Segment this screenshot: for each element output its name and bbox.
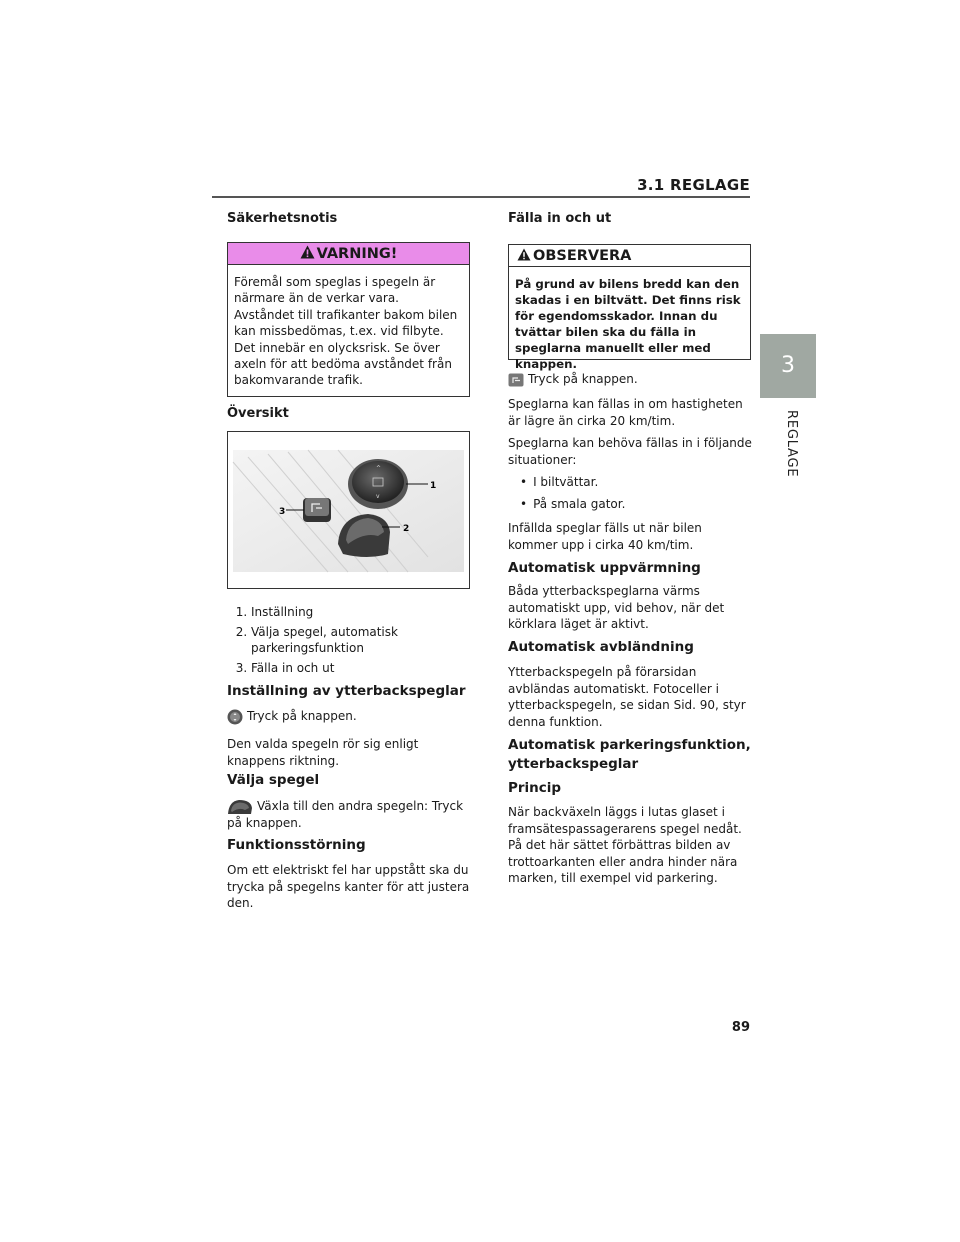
notice-text: På grund av bilens bredd kan den skadas i en biltvätt. Det finns risk för egendomsskador. Innan du tvättar bilen ska du fälla in speglarna manuellt eller med knappen. bbox=[515, 277, 741, 371]
page-number: 89 bbox=[731, 1020, 750, 1035]
select-icon-text: Växla till den andra spegeln: Tryck på knappen. bbox=[227, 799, 464, 830]
svg-text:^: ^ bbox=[376, 465, 382, 472]
fold-heading: Fälla in och ut bbox=[508, 211, 612, 226]
chapter-tab-label: REGLAGE bbox=[784, 410, 799, 478]
warning-title: VARNING! bbox=[316, 246, 398, 262]
warning-header bbox=[228, 243, 469, 265]
list-item: 3. Fälla in och ut bbox=[251, 660, 472, 677]
fold-instruction bbox=[508, 371, 752, 388]
situations-list bbox=[508, 474, 752, 512]
situations-list-container bbox=[508, 474, 752, 517]
mirror-switch-illustration bbox=[228, 432, 469, 588]
fold-out-text: Infällda speglar fälls ut när bilen kommer upp i cirka 40 km/tim. bbox=[508, 521, 702, 552]
list-item: 1. Inställning bbox=[251, 604, 472, 621]
heating-text: Båda ytterbackspeglarna värms automatiskt upp, vid behov, när det körklara läget är aktivt. bbox=[508, 584, 725, 631]
parking-heading: Automatisk parkeringsfunktion, ytterbackspeglar bbox=[508, 737, 751, 772]
principle-heading: Princip bbox=[508, 780, 562, 796]
fault-text: Om ett elektriskt fel har uppstått ska du trycka på spegelns kanter för att justera den. bbox=[227, 863, 470, 910]
adjust-heading: Inställning av ytterbackspeglar bbox=[227, 683, 466, 699]
chapter-tab: 3 bbox=[760, 334, 816, 398]
list-item: • På smala gator. bbox=[520, 496, 752, 513]
mirror-adjust-knob-icon bbox=[227, 709, 243, 725]
notice-header bbox=[509, 245, 750, 267]
adjust-instruction bbox=[227, 708, 472, 725]
overview-list bbox=[227, 604, 472, 676]
svg-text:v: v bbox=[376, 493, 380, 500]
warning-icon bbox=[300, 245, 315, 259]
mirror-fold-button-icon bbox=[508, 373, 524, 387]
mirror-control-figure bbox=[227, 431, 470, 589]
adjust-text: Den valda spegeln rör sig enligt knappens riktning. bbox=[227, 737, 419, 768]
list-item: • I biltvättar. bbox=[520, 474, 752, 491]
callout-3: 3 bbox=[279, 507, 286, 517]
principle-text: När backväxeln läggs i lutas glaset i framsätespassagerarens spegel nedåt. På det här sättet förbättras bilden av trottoarkanten eller andra hinder nära marken, till exempel vid parkering. bbox=[508, 805, 742, 885]
header-divider bbox=[212, 196, 750, 198]
fold-situations-text: Speglarna kan behöva fällas in i följande situationer: bbox=[508, 436, 752, 467]
select-heading: Välja spegel bbox=[227, 772, 320, 788]
notice-title: OBSERVERA bbox=[533, 248, 632, 264]
overview-heading: Översikt bbox=[227, 406, 289, 421]
safety-heading: Säkerhetsnotis bbox=[227, 211, 338, 226]
section-title: 3.1 REGLAGE bbox=[637, 176, 750, 194]
warning-box bbox=[227, 242, 470, 397]
overview-list-container bbox=[227, 604, 472, 679]
notice-icon bbox=[517, 248, 531, 261]
list-item: 2. Välja spegel, automatisk parkeringsfunktion bbox=[251, 624, 472, 657]
heating-heading: Automatisk uppvärmning bbox=[508, 560, 701, 576]
callout-2: 2 bbox=[403, 524, 410, 534]
adjust-icon-text: Tryck på knappen. bbox=[247, 709, 357, 723]
mirror-select-knob-icon bbox=[227, 799, 253, 815]
fold-speed-text: Speglarna kan fällas in om hastigheten är lägre än cirka 20 km/tim. bbox=[508, 397, 743, 428]
select-instruction bbox=[227, 798, 472, 831]
dimming-heading: Automatisk avbländning bbox=[508, 639, 694, 655]
dimming-text: Ytterbackspegeln på förarsidan avbländas automatiskt. Fotoceller i ytterbackspegeln, se sidan Sid. 90, styr denna funktion. bbox=[508, 665, 746, 729]
warning-text: Föremål som speglas i spegeln är närmare än de verkar vara. Avståndet till trafikanter bakom bilen kan missbedömas, t.ex. vid filbyte. Det innebär en olycksrisk. Se över axeln för att bedöma avståndet från bakomvarande trafik. bbox=[234, 275, 458, 388]
notice-box bbox=[508, 244, 751, 371]
callout-1: 1 bbox=[430, 481, 437, 491]
fold-icon-text: Tryck på knappen. bbox=[528, 372, 638, 386]
fault-heading: Funktionsstörning bbox=[227, 837, 366, 853]
